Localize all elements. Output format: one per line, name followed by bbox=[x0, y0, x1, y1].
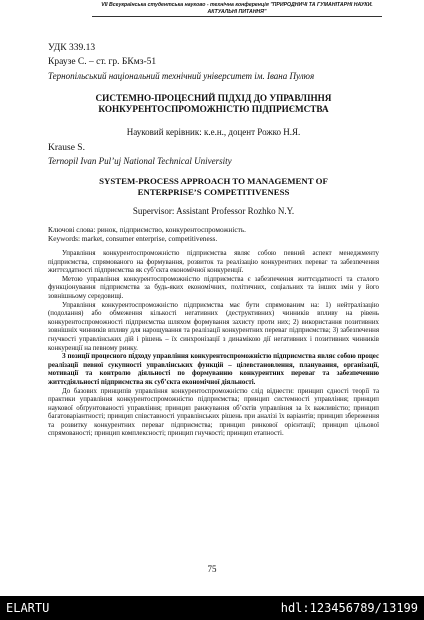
keywords-en: Keywords: market, consumer enterprise, competitiveness. bbox=[48, 234, 218, 243]
title-ua-line2: КОНКУРЕНТОСПРОМОЖНІСТЮ ПІДПРИЄМСТВА bbox=[98, 104, 329, 114]
paragraph: Метою управління конкурентоспроможністю підприємства є забезпечення життєздатності та сталого функціонування підприємства за будь-яких економічних, політичних, соціальних та інших змін у його зовнішньому середовищі. bbox=[48, 275, 379, 300]
paragraph: Управління конкурентоспроможністю підприємства являє собою певний аспект менеджменту підприємства, спрямованого на формування, розвиток та реалізацію конкурентних переваг та забезпечення життєздатності підприємства як суб’єкта економічної конкуренції. bbox=[48, 250, 379, 275]
title-en bbox=[48, 176, 379, 198]
authors-ua: Краузе С. – ст. гр. БКмз-51 bbox=[48, 57, 157, 67]
udk-code: УДК 339.13 bbox=[48, 43, 96, 53]
supervisor-ua: Науковий керівник: к.е.н., доцент Рожко Н.Я. bbox=[126, 127, 301, 137]
repository-label: ELARTU bbox=[6, 601, 50, 615]
article-body bbox=[48, 250, 379, 439]
viewer-status-bar bbox=[0, 596, 424, 620]
paragraph: До базових принципів управління конкурентоспроможністю слід віднести: принцип єдності теорії та практики управління конкурентоспроможністю підприємства; принцип системності управління; принцип наукової обґрунтованості управління; принцип ранжування об’єктів управління за їх важливістю; принцип багатоваріантності; принцип співставності управлінських рішень при аналізі їх варіантів; принцип збереження та розвитку конкурентних переваг підприємства; принцип ринкової орієнтації; принцип цільової спрямованості; принцип комплексності; принцип гнучкості; принцип етапності. bbox=[48, 387, 379, 438]
title-en-line1: SYSTEM-PROCESS APPROACH TO MANAGEMENT OF bbox=[99, 176, 328, 186]
paragraph: Управління конкурентоспроможністю підприємства має бути спрямованим на: 1) нейтралізацію (подолання) або обмеження кількості негативних (деструктивних) чинників впливу на рівень конкурентоспроможності підприємства шляхом формування захисту проти них; 2) використання позитивних зовнішніх чинників впливу для нарощування та реалізації конкурентних переваг підприємства; 3) забезпечення гнучкості управлінських дій і рішень – їх синхронізації з динамікою дії негативних і позитивних чинників конкуренції на певному ринку. bbox=[48, 301, 379, 352]
conference-header bbox=[92, 2, 382, 17]
page-number: 75 bbox=[207, 564, 217, 574]
paragraph-bold: З позиції процесного підходу управління конкурентоспроможністю підприємства являє собою процес реалізації певної сукупності управлінських функцій – цілевстановлення, планування, організації, мотивації та контролю діяльності по формуванню конкурентних переваг та забезпеченню життєдіяльності підприємства як суб’єкта економічної діяльності. bbox=[48, 353, 379, 386]
conference-header-line1: VII Всеукраїнська студентська науково - технічна конференція "ПРИРОДНИЧІ ТА ГУМАНІТАРНІ НАУКИ. bbox=[101, 2, 373, 8]
institution-en: Ternopil Ivan Pul’uj National Technical University bbox=[48, 156, 232, 166]
handle-link[interactable]: hdl:123456789/13199 bbox=[280, 601, 418, 615]
conference-header-line2: АКТУАЛЬНІ ПИТАННЯ" bbox=[207, 8, 267, 15]
title-ua bbox=[48, 93, 379, 115]
title-ua-line1: СИСТЕМНО-ПРОЦЕСНИЙ ПІДХІД ДО УПРАВЛІННЯ bbox=[95, 93, 332, 103]
title-en-line2: ENTERPRISE’S COMPETITIVENESS bbox=[137, 187, 290, 197]
supervisor-en: Supervisor: Assistant Professor Rozhko N.Y. bbox=[132, 206, 295, 216]
authors-en: Krause S. bbox=[48, 143, 85, 153]
institution-ua: Тернопільський національний технічний університет ім. Івана Пулюя bbox=[48, 71, 315, 81]
keywords-ua: Ключові слова: ринок, підприємство, конкурентоспроможність. bbox=[48, 225, 247, 234]
